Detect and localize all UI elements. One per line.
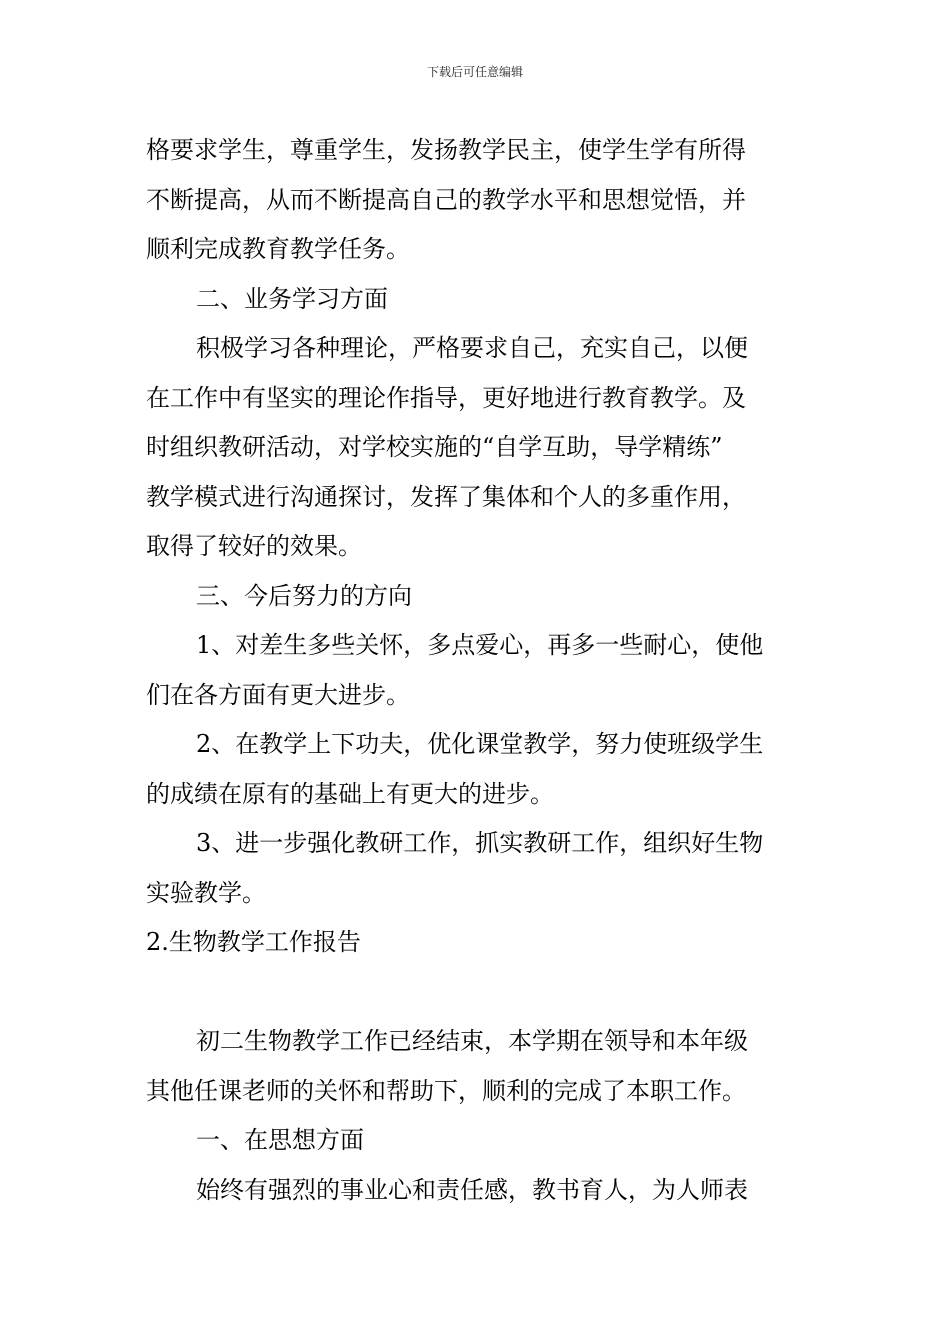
text-line: 其他任课老师的关怀和帮助下，顺利的完成了本职工作。 <box>146 1076 746 1105</box>
text-line: 实验教学。 <box>146 878 266 907</box>
text-line: 时组织教研活动，对学校实施的“自学互助，导学精练” <box>146 433 723 461</box>
text-line: 在工作中有坚实的理论作指导，更好地进行教育教学。及 <box>146 383 746 412</box>
blank-line <box>146 968 808 1018</box>
list-item: 2、在教学上下功夫，优化课堂教学，努力使班级学生 <box>196 730 764 758</box>
section-heading: 二、业务学习方面 <box>196 284 388 313</box>
text-line: 教学模式进行沟通探讨，发挥了集体和个人的多重作用， <box>146 482 746 511</box>
text-line: 顺利完成教育教学任务。 <box>146 235 410 263</box>
page-header-note: 下载后可任意编辑 <box>426 65 523 79</box>
text-line: 初二生物教学工作已经结束，本学期在领导和本年级 <box>196 1027 748 1055</box>
text-line: 积极学习各种理论，严格要求自己，充实自己，以便 <box>196 334 748 362</box>
section-heading: 三、今后努力的方向 <box>196 581 412 610</box>
text-line: 取得了较好的效果。 <box>146 532 362 560</box>
text-line: 始终有强烈的事业心和责任感，教书育人，为人师表 <box>196 1175 748 1204</box>
list-item: 1、对差生多些关怀，多点爱心，再多一些耐心，使他 <box>196 631 764 659</box>
text-line: 格要求学生，尊重学生，发扬教学民主，使学生学有所得 <box>146 136 746 164</box>
list-item: 3、进一步强化教研工作，抓实教研工作，组织好生物 <box>196 829 764 857</box>
text-line: 们在各方面有更大进步。 <box>146 680 410 709</box>
document-title: 2.生物教学工作报告 <box>146 928 361 956</box>
text-line: 不断提高，从而不断提高自己的教学水平和思想觉悟，并 <box>146 185 746 214</box>
section-heading: 一、在思想方面 <box>196 1126 364 1154</box>
document-body <box>146 126 808 1215</box>
text-line: 的成绩在原有的基础上有更大的进步。 <box>146 779 554 808</box>
